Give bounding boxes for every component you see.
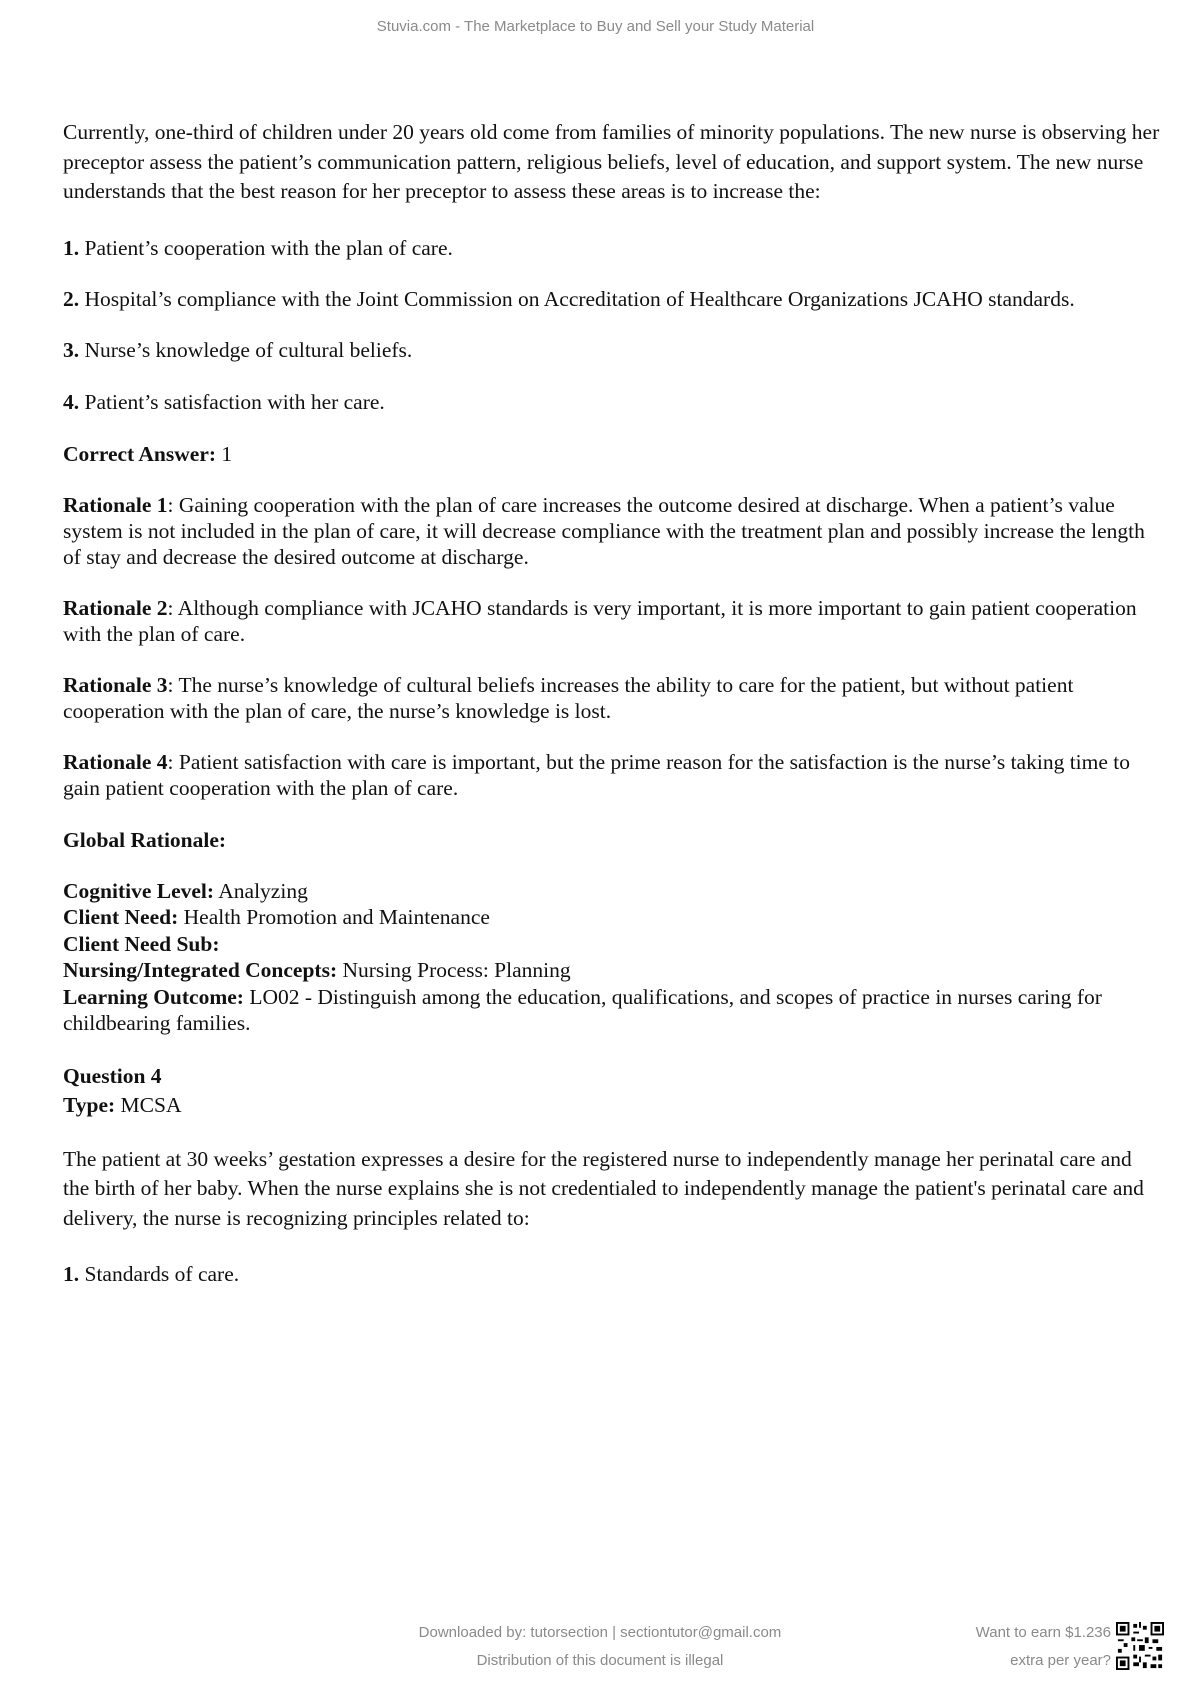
option-text: Patient’s satisfaction with her care. <box>79 389 385 414</box>
option-2 <box>63 286 1163 312</box>
question-4-title: Question 4 <box>63 1063 162 1088</box>
rationale-text: : The nurse’s knowledge of cultural beliefs increases the ability to care for the patient, but without patient cooperation with the plan of care, the nurse’s knowledge is lost. <box>63 672 1074 723</box>
meta-label: Client Need: <box>63 905 179 929</box>
option-text: Hospital’s compliance with the Joint Commission on Accreditation of Healthcare Organizations JCAHO standards. <box>79 286 1075 311</box>
question-meta <box>63 878 1163 1037</box>
option-text: Standards of care. <box>79 1262 240 1286</box>
rationale-label: Rationale 4 <box>63 749 168 774</box>
meta-label: Nursing/Integrated Concepts: <box>63 958 338 982</box>
meta-value: Health Promotion and Maintenance <box>178 905 490 929</box>
correct-answer-value: 1 <box>216 441 233 466</box>
rationale-3 <box>63 672 1163 724</box>
option-number: 1. <box>63 1262 80 1286</box>
question-4-header <box>63 1062 1163 1120</box>
meta-client-need-sub <box>63 931 1163 958</box>
rationale-label: Rationale 1 <box>63 492 168 517</box>
option-text: Nurse’s knowledge of cultural beliefs. <box>79 337 413 362</box>
option-4 <box>63 388 1163 416</box>
meta-value: Analyzing <box>214 878 308 903</box>
option-number: 3. <box>63 337 80 362</box>
meta-label: Cognitive Level: <box>63 878 215 903</box>
qr-code-icon[interactable] <box>1116 1621 1164 1671</box>
page-header: Stuvia.com - The Marketplace to Buy and Sell your Study Material <box>376 18 815 35</box>
promo-line-1[interactable]: Want to earn $1.236 <box>975 1624 1111 1641</box>
promo-line-2[interactable]: extra per year? <box>1010 1652 1111 1669</box>
correct-answer-label: Correct Answer: <box>63 441 217 466</box>
meta-value: Nursing Process: Planning <box>337 958 571 982</box>
meta-value: LO02 - Distinguish among the education, qualifications, and scopes of practice in nurses caring for childbearing families. <box>63 984 1102 1035</box>
meta-cognitive-level <box>63 878 1163 905</box>
downloaded-by: Downloaded by: tutorsection | sectiontutor@gmail.com <box>418 1624 782 1641</box>
option-3 <box>63 336 1163 364</box>
rationale-label: Rationale 3 <box>63 672 168 697</box>
rationale-4 <box>63 749 1163 801</box>
type-label: Type: <box>63 1092 116 1117</box>
option-number: 2. <box>63 286 80 311</box>
option-number: 4. <box>63 389 80 414</box>
type-value: MCSA <box>115 1092 182 1117</box>
rationale-text: : Although compliance with JCAHO standards is very important, it is more important to gain patient cooperation with the plan of care. <box>63 595 1137 646</box>
meta-learning-outcome <box>63 984 1163 1037</box>
global-rationale-heading: Global Rationale: <box>63 827 227 852</box>
question-4-type <box>63 1091 1163 1120</box>
meta-label: Learning Outcome: <box>63 984 244 1009</box>
option-number: 1. <box>63 235 80 260</box>
rationale-1 <box>63 492 1163 570</box>
correct-answer <box>63 440 1163 468</box>
rationale-2 <box>63 595 1163 647</box>
document-body <box>63 118 1163 1288</box>
rationale-label: Rationale 2 <box>63 595 168 620</box>
distribution-notice: Distribution of this document is illegal <box>476 1652 724 1669</box>
option-1 <box>63 234 1163 262</box>
meta-label: Client Need Sub: <box>63 931 220 956</box>
question-3-stem: Currently, one-third of children under 20 years old come from families of minority populations. The new nurse is observing her preceptor assess the patient’s communication pattern, religious beliefs, level of education, and support system. The new nurse understands that the best reason for her preceptor to assess these areas is to increase the: <box>63 120 1160 203</box>
rationale-text: : Patient satisfaction with care is important, but the prime reason for the satisfaction is the nurse’s taking time to gain patient cooperation with the plan of care. <box>63 749 1131 800</box>
question-4-stem: The patient at 30 weeks’ gestation expresses a desire for the registered nurse to independently manage her perinatal care and the birth of her baby. When the nurse explains she is not credentialed to independently manage the patient's perinatal care and delivery, the nurse is recognizing principles related to: <box>63 1146 1144 1230</box>
option-text: Patient’s cooperation with the plan of care. <box>79 235 453 260</box>
q4-option-1 <box>63 1260 1163 1288</box>
meta-client-need <box>63 904 1163 931</box>
rationale-text: : Gaining cooperation with the plan of care increases the outcome desired at discharge. When a patient’s value system is not included in the plan of care, it will decrease compliance with the treatment plan and possibly increase the length of stay and decrease the desired outcome at discharge. <box>63 492 1145 569</box>
meta-nursing-concepts <box>63 957 1163 984</box>
